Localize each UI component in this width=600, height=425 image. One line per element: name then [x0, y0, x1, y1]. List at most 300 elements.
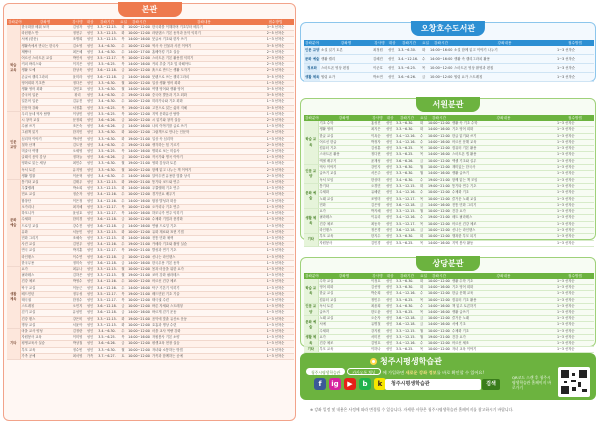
- main-cell: 3.3.~12.15.: [95, 31, 119, 37]
- main-cell: 목: [119, 248, 127, 254]
- sangdang-cell: 10:00~12:00: [428, 297, 450, 302]
- seowon-cell: 홍성진: [370, 121, 385, 127]
- seowon-cell: 10:00~12:00: [428, 133, 450, 138]
- seowon-cell: 1~3 선착순: [556, 234, 594, 240]
- main-cell: 3~5 선착순: [257, 105, 294, 111]
- seowon-cell: 생활 영어: [318, 127, 370, 133]
- seowon-cell: 성인: [385, 209, 395, 215]
- seowon-cell: 기초 영어 회화: [451, 127, 556, 133]
- sangdang-cell: 성인: [385, 291, 395, 297]
- main-cell: 그림책으로 만나는 인문학: [151, 130, 257, 136]
- main-cell: 김정란: [70, 328, 85, 334]
- sangdang-cell: 3.3.~6.30.: [395, 279, 419, 285]
- main-cell: 10:00~12:00: [128, 99, 150, 104]
- main-col-header: 접수방법: [257, 19, 294, 25]
- seowon-cell: 함께 읽는 책 모임: [451, 177, 556, 183]
- sangdang-cell: 건강 체조: [318, 341, 370, 347]
- main-cell: 왕리: [70, 93, 85, 99]
- main-category-cell: 기타: [7, 328, 20, 359]
- sangdang-cell: 3.3.~6.30.: [395, 285, 419, 291]
- main-cell: 한정수: [70, 297, 85, 303]
- main-cell: 걷기 교실: [20, 310, 70, 316]
- main-course-row: [7, 353, 294, 359]
- main-cell: 10:00~12:00: [128, 266, 150, 271]
- sangdang-cell: 성인: [385, 322, 395, 328]
- ochang-cell: 금: [421, 73, 429, 82]
- seowon-cell: 건강 요가: [451, 209, 556, 215]
- seowon-cell: 수: [419, 215, 427, 221]
- sangdang-category-cell: 인문 교양: [304, 303, 318, 315]
- sangdang-cell: 10:00~12:00: [428, 316, 450, 321]
- main-cell: 이상민: [70, 111, 85, 117]
- main-cell: 10:00~12:00: [128, 229, 150, 234]
- seowon-cell: 1~3 선착순: [556, 158, 594, 164]
- main-cell: 성인: [86, 31, 94, 36]
- main-cell: 서예 (한문): [20, 37, 70, 43]
- sangdang-cell: 14:00~16:00: [428, 285, 450, 290]
- sangdang-cell: 3.4.~12.16.: [395, 341, 419, 347]
- main-cell: 영어회화 기초반: [20, 80, 70, 86]
- seowon-cell: 역사 이야기: [318, 165, 370, 171]
- sangdang-cell: 한글 문해 교육: [451, 291, 556, 297]
- main-cell: 10:00~12:00: [128, 322, 150, 327]
- seowon-cell: 성인: [385, 196, 395, 202]
- main-cell: 수: [119, 242, 127, 248]
- seowon-cell: 박정자: [370, 139, 385, 145]
- main-cell: 붓펜으로 쓰는 캘리그라피: [151, 74, 257, 80]
- main-cell: 김유진: [70, 99, 85, 105]
- main-cell: 유화: [20, 229, 70, 235]
- main-cell: 연극 교실: [20, 248, 70, 254]
- main-cell: 2~3 선착순: [257, 167, 294, 173]
- youtube-icon[interactable]: ▶: [344, 378, 356, 390]
- kakaotalk-icon[interactable]: k: [374, 378, 386, 390]
- ochang-cell: 성인: [387, 73, 397, 82]
- seowon-cell: 스마트폰 앱 활용: [451, 152, 556, 158]
- sangdang-cell: 한도윤: [370, 310, 385, 316]
- sangdang-cell: 책 읽고 토론하기: [451, 303, 556, 309]
- main-cell: 1~3 선착순: [257, 297, 294, 303]
- seowon-cell: 수채화 기초: [451, 190, 556, 196]
- ochang-course-row: [304, 46, 594, 55]
- seowon-cell: 즐거운 노래 교실: [451, 196, 556, 202]
- main-cell: 3.6.~6.26.: [95, 155, 119, 161]
- seowon-cell: 목: [419, 196, 427, 202]
- main-col-header: 강좌분야: [8, 20, 22, 24]
- main-cell: 스트레칭: [20, 304, 70, 310]
- main-cell: 화: [119, 322, 127, 328]
- main-cell: 성인: [86, 204, 94, 209]
- sangdang-cell: 성인: [385, 297, 395, 303]
- seowon-col-header: 강좌분야: [305, 116, 319, 120]
- main-cell: 14:00~16:00: [128, 310, 150, 315]
- main-cell: 중국어 입문: [20, 93, 70, 99]
- sangdang-cell: 3.6.~12.18.: [395, 322, 419, 328]
- main-cell: 윤성호: [70, 211, 85, 217]
- ochang-cell: 3.4.~12.16.: [397, 55, 421, 64]
- main-cell: 한미경: [70, 217, 85, 223]
- main-cell: 수채화: [20, 217, 70, 223]
- main-cell: 10:00~12:00: [128, 204, 150, 209]
- main-cell: 화: [119, 235, 127, 241]
- seowon-cell: 컴퓨터 기초: [318, 146, 370, 152]
- main-cell: 히라가나와 기초 회화: [151, 99, 257, 105]
- promo-text-1: 에 가입하면: [382, 370, 405, 375]
- main-cell: 수: [119, 93, 127, 99]
- seowon-cell: 생활 글쓰기: [451, 171, 556, 177]
- main-cell: 태극권: [20, 297, 70, 303]
- seowon-cell: 10:00~12:00: [428, 121, 450, 125]
- main-cell: 성인: [86, 322, 94, 327]
- main-cell: 목: [119, 62, 127, 68]
- main-cell: 정하늘: [70, 155, 85, 161]
- main-cell: 성인: [86, 99, 94, 104]
- main-cell: 여행 영어와 생활 영어: [151, 87, 257, 93]
- ochang-cell: 생활 속 캘리그라피 활용: [453, 55, 556, 64]
- main-cell: 신나는 라인댄스: [151, 254, 257, 260]
- seowon-cell: 글쓰기 교실: [318, 171, 370, 177]
- main-cell: 10:00~12:00: [128, 25, 150, 29]
- sangdang-cell: 유병철: [370, 322, 385, 328]
- main-cell: 배드민턴: [20, 291, 70, 297]
- main-cell: 한국화를 이해하며 기초부터 배우기: [151, 25, 257, 31]
- main-cell: 10:00~12:00: [128, 217, 150, 222]
- main-cell: 3.5.~6.25.: [95, 149, 119, 155]
- main-col-header: 강좌내용: [151, 19, 257, 25]
- seowon-cell: 14:00~16:00: [428, 240, 450, 245]
- main-cell: 중국어 발음과 기초 회화: [151, 93, 257, 99]
- promo-pill-kakao-channel[interactable]: 카카오톡 채널: [347, 368, 380, 375]
- seowon-cell: 10:00~12:00: [428, 146, 450, 151]
- main-col-header: 강좌기간: [95, 19, 119, 25]
- main-cell: 화: [119, 136, 127, 142]
- main-cell: 14:00~16:00: [128, 235, 150, 240]
- main-cell: 건강 댄스: [20, 316, 70, 322]
- main-cell: 14:00~16:00: [128, 335, 150, 340]
- main-cell: 성인: [86, 254, 94, 259]
- sangdang-cell: 수채화 기초: [451, 328, 556, 334]
- main-cell: 1~3 선착순: [257, 211, 294, 217]
- sangdang-cell: 1~3 선착순: [556, 285, 594, 291]
- main-cell: 19:00~21:00: [128, 161, 150, 166]
- ochang-cell: 성인: [387, 55, 397, 64]
- main-cell: 3.3.~6.30.: [95, 80, 119, 86]
- ochang-col-header: 강좌시간: [429, 40, 453, 46]
- main-cell: 19:00~21:00: [128, 248, 150, 253]
- seowon-cell: 월: [419, 209, 427, 215]
- main-cell: 3.3.~12.15.: [95, 186, 119, 192]
- main-cell: 정순자: [70, 192, 85, 198]
- main-cell: 탁구 기본기 익히기: [151, 285, 257, 291]
- ochang-library-table: [304, 40, 594, 82]
- seowon-cell: 3.3.~6.30.: [395, 171, 419, 177]
- sangdang-col-header: 강좌시간: [427, 273, 451, 279]
- ochang-col-header: 강좌분야: [305, 41, 319, 45]
- seowon-cell: 성인: [385, 215, 395, 221]
- sangdang-cell: 14:00~16:00: [428, 322, 450, 327]
- seowon-cell: 3.5.~12.17.: [395, 221, 419, 227]
- main-cell: 1~3 선착순: [257, 180, 294, 186]
- main-cell: 성인: [86, 285, 94, 290]
- main-cell: 성인: [86, 242, 94, 247]
- sangdang-cell: 독서 토론: [318, 303, 370, 309]
- seowon-cell: 한글 교실: [318, 133, 370, 139]
- ochang-cell: 1~3 선착순: [556, 46, 594, 55]
- main-cell: 10:00~12:00: [128, 304, 150, 309]
- promo-text-2: 를 바로 확인할 수 있어요!: [436, 370, 485, 375]
- main-cell: 지역 문화유산 탐방: [151, 111, 257, 117]
- main-cell: 성인: [86, 136, 94, 141]
- main-cell: 14:00~16:00: [128, 260, 150, 265]
- ochang-col-header: 강사명: [372, 40, 387, 46]
- main-cell: 영화 감상과 토론: [151, 161, 257, 167]
- main-cell: 3.4.~6.30.: [95, 43, 119, 49]
- seowon-cell: 10:00~12:00: [428, 158, 450, 163]
- main-cell: 시 창작 교실: [20, 118, 70, 124]
- seowon-cell: 10:00~12:00: [428, 209, 450, 214]
- main-cell: 성인: [86, 149, 94, 154]
- main-cell: 19:00~21:00: [128, 105, 150, 110]
- main-cell: 1~3 선착순: [257, 347, 294, 353]
- sangdang-cell: 강지원: [370, 328, 385, 334]
- seowon-cell: 자원봉사: [318, 240, 370, 246]
- seowon-cell: 수: [419, 190, 427, 196]
- main-cell: 1~3 선착순: [257, 353, 294, 359]
- main-cell: 월: [119, 87, 127, 93]
- main-cell: 목: [119, 204, 127, 210]
- main-branch-table: [7, 19, 294, 360]
- seowon-course-row: [304, 240, 594, 246]
- main-cell: 성인: [86, 142, 94, 147]
- seowon-cell: 재미있는 한국사: [451, 165, 556, 171]
- promo-message: [306, 368, 484, 376]
- main-cell: 19:00~21:00: [128, 316, 150, 321]
- main-col-header: 대상: [86, 20, 94, 24]
- main-cell: 스마트폰 기본 활용법 익히기: [151, 56, 257, 62]
- sangdang-cell: 김선영: [370, 285, 385, 291]
- main-cell: 영화로 읽는 세상: [20, 161, 70, 167]
- ochang-cell: 이준호: [372, 64, 387, 73]
- sangdang-cell: 3.4.~12.16.: [395, 291, 419, 297]
- seowon-cell: 어르신 문해 교육: [451, 139, 556, 145]
- search-input[interactable]: 청주시평생학습관: [385, 379, 481, 390]
- main-cell: 3.3.~6.30.: [95, 167, 119, 173]
- ochang-cell: 화: [421, 46, 429, 55]
- main-cell: 19:00~21:00: [128, 180, 150, 185]
- seowon-cell: 건강 체조: [318, 221, 370, 227]
- qr-code[interactable]: [558, 367, 590, 397]
- sangdang-cell: 서예: [318, 322, 370, 328]
- main-cell: 박민석: [70, 56, 85, 62]
- main-cell: 성인: [86, 173, 94, 178]
- main-cell: 성인: [86, 74, 94, 79]
- sangdang-category-cell: 기타: [304, 347, 318, 353]
- main-cell: 서정훈: [70, 105, 85, 111]
- main-cell: 1~3 선착순: [257, 266, 294, 272]
- main-cell: 태극권 수련: [151, 297, 257, 303]
- seowon-cell: 3.5.~12.17.: [395, 196, 419, 202]
- main-cell: 3.5.~6.25.: [95, 111, 119, 117]
- main-cell: 1~3 선착순: [257, 204, 294, 210]
- seowon-branch-title: 서원분관: [416, 97, 480, 112]
- main-cell: 14:00~16:00: [128, 149, 150, 154]
- main-cell: 3.5.~12.17.: [95, 56, 119, 62]
- main-cell: 1~3 선착순: [257, 136, 294, 142]
- sangdang-cell: 요가: [318, 334, 370, 340]
- facebook-icon[interactable]: f: [314, 378, 326, 390]
- main-cell: 3.6.~12.18.: [95, 223, 119, 229]
- seowon-cell: 1~3 선착순: [556, 177, 594, 183]
- seowon-cell: 1~3 선착순: [556, 221, 594, 227]
- seowon-cell: 3.3.~12.15.: [395, 183, 419, 189]
- main-cell: 박서연: [70, 136, 85, 142]
- seowon-branch-table: [304, 115, 594, 247]
- seowon-cell: 어르신 한글: [318, 139, 370, 145]
- seowon-cell: 3.3.~6.30.: [395, 121, 419, 127]
- main-cell: 탁구 교실: [20, 285, 70, 291]
- main-cell: 3.5.~6.25.: [95, 335, 119, 341]
- seowon-cell: 성인: [385, 221, 395, 227]
- ochang-cell: 3.5.~6.25.: [397, 64, 421, 73]
- seowon-cell: 수: [419, 133, 427, 139]
- main-cell: 성인: [86, 87, 94, 92]
- seowon-cell: 수: [419, 177, 427, 183]
- seowon-cell: 성인: [385, 240, 395, 246]
- seowon-cell: 강민지: [370, 165, 385, 171]
- main-cell: 가족: [86, 353, 94, 358]
- main-cell: 클래식 음악 감상: [20, 155, 70, 161]
- main-cell: 통기타 코드와 연주: [151, 180, 257, 186]
- main-cell: 목: [119, 37, 127, 43]
- main-cell: 14:00~16:00: [128, 37, 150, 42]
- main-cell: 3~5 선착순: [257, 74, 294, 80]
- seowon-cell: 14:00~16:00: [428, 202, 450, 207]
- sangdang-cell: 10:00~12:00: [428, 279, 450, 283]
- sangdang-cell: 오순자: [370, 316, 385, 322]
- main-cell: 성인: [86, 211, 94, 216]
- sangdang-cell: 1~3 선착순: [556, 316, 594, 322]
- seowon-cell: 필라테스: [318, 215, 370, 221]
- sangdang-cell: 성인: [385, 316, 395, 322]
- main-cell: 화: [119, 180, 127, 186]
- main-cell: 붓글씨 기초와 한자 쓰기: [151, 37, 257, 43]
- sangdang-cell: 화: [419, 285, 427, 291]
- main-cell: 라틴댄스 기본 동작과 음악 익히기: [151, 31, 257, 37]
- main-cell: 1~3 선착순: [257, 198, 294, 204]
- main-cell: 유성민: [70, 310, 85, 316]
- main-cell: 성인: [86, 186, 94, 191]
- main-cell: 1~3 선착순: [257, 316, 294, 322]
- main-cell: 3.4.~12.16.: [95, 285, 119, 291]
- main-cell: 한국무용 기본 동작: [151, 260, 257, 266]
- ochang-cell: 스마트폰 영상 편집: [320, 64, 372, 73]
- main-cell: 성인: [86, 80, 94, 85]
- main-cell: 3.6.~6.26.: [95, 118, 119, 124]
- main-cell: 10:00~12:00: [128, 279, 150, 284]
- seowon-cell: 김성훈: [370, 146, 385, 152]
- main-cell: 성인: [86, 229, 94, 234]
- promo-brand-text: 청주시평생학습관: [380, 357, 442, 366]
- main-cell: 1~3 선착순: [257, 335, 294, 341]
- ochang-col-header: 강좌내용: [453, 40, 556, 46]
- main-cell: 하모니카 연주 익히기: [151, 211, 257, 217]
- seowon-cell: 오경민: [370, 183, 385, 189]
- main-cell: 월: [119, 80, 127, 86]
- seowon-cell: 10:00~12:00: [428, 165, 450, 170]
- main-cell: 윤미라: [70, 74, 85, 80]
- main-cell: 화: [119, 229, 127, 235]
- main-cell: 성인: [86, 310, 94, 315]
- ochang-col-header: 강좌명: [320, 40, 372, 46]
- seowon-col-header: 접수방법: [556, 115, 594, 121]
- main-cell: 화: [119, 25, 127, 31]
- main-cell: 박상철: [70, 341, 85, 347]
- main-cell: 3.4.~6.30.: [95, 49, 119, 55]
- seowon-branch-panel: [300, 98, 596, 245]
- sangdang-cell: 이하나: [370, 347, 385, 353]
- seowon-cell: 10:00~12:00: [428, 228, 450, 233]
- main-cell: 3.4.~12.16.: [95, 242, 119, 248]
- main-cell: 통기타 교실: [20, 180, 70, 186]
- main-cell: 손글씨 캘리그라피: [20, 74, 70, 80]
- promo-pill-learning-center[interactable]: 청주시평생학습관: [306, 368, 345, 375]
- seowon-cell: 조영미: [370, 196, 385, 202]
- main-cell: 이준혁: [70, 173, 85, 179]
- main-cell: 성인: [86, 56, 94, 61]
- ochang-category-cell: 정보화: [304, 64, 320, 73]
- main-cell: 2~3 선착순: [257, 49, 294, 55]
- seowon-cell: 성인: [385, 165, 395, 171]
- main-cell: 성인: [86, 248, 94, 253]
- sangdang-cell: 수: [419, 341, 427, 347]
- main-cell: 3.6.~12.18.: [95, 310, 119, 316]
- main-cell: 마을 교사 역량 강화: [151, 328, 257, 334]
- main-cell: 합창단: [20, 198, 70, 204]
- seowon-col-header: 강좌시간: [427, 115, 451, 121]
- seowon-cell: 성인: [385, 190, 395, 196]
- seowon-cell: 유혜린: [370, 190, 385, 196]
- sangdang-cell: 즐거운 노래: [451, 316, 556, 322]
- seowon-cell: 성인: [385, 234, 395, 240]
- main-cell: 카메라 기초와 촬영 실습: [151, 242, 257, 248]
- main-cell: 알아두면 유용한 법률 상식: [151, 173, 257, 179]
- ochang-cell: 박소연: [372, 73, 387, 82]
- main-cell: 10:00~12:00: [128, 111, 150, 116]
- main-cell: 마을 교사 양성: [20, 328, 70, 334]
- instagram-icon[interactable]: ig: [329, 378, 341, 390]
- sangdang-category-cell: 문화 예술: [304, 316, 318, 335]
- seowon-cell: 최동욱: [370, 221, 385, 227]
- main-cell: 오세영: [70, 149, 85, 155]
- main-cell: 커피 추출 기초 및 라떼아트: [151, 62, 257, 68]
- sangdang-cell: 김영호: [370, 341, 385, 347]
- seowon-cell: 1~3 선착순: [556, 209, 594, 215]
- seowon-cell: 10:00~12:00: [428, 234, 450, 239]
- main-cell: 성인: [86, 328, 94, 333]
- blog-icon[interactable]: b: [359, 378, 371, 390]
- main-cell: 성인: [86, 124, 94, 129]
- main-cell: 성인: [86, 105, 94, 110]
- seowon-cell: 성인: [385, 171, 395, 177]
- sangdang-col-header: 강좌기간: [395, 273, 419, 279]
- main-cell: 박소희: [70, 186, 85, 192]
- seowon-category-cell: 학습 교육: [304, 121, 318, 165]
- seowon-cell: 성인: [385, 121, 395, 127]
- sangdang-cell: 금: [419, 316, 427, 322]
- search-button[interactable]: 검색: [482, 379, 500, 390]
- ochang-col-header: 접수방법: [556, 40, 594, 46]
- sangdang-cell: 한글 교실: [318, 291, 370, 297]
